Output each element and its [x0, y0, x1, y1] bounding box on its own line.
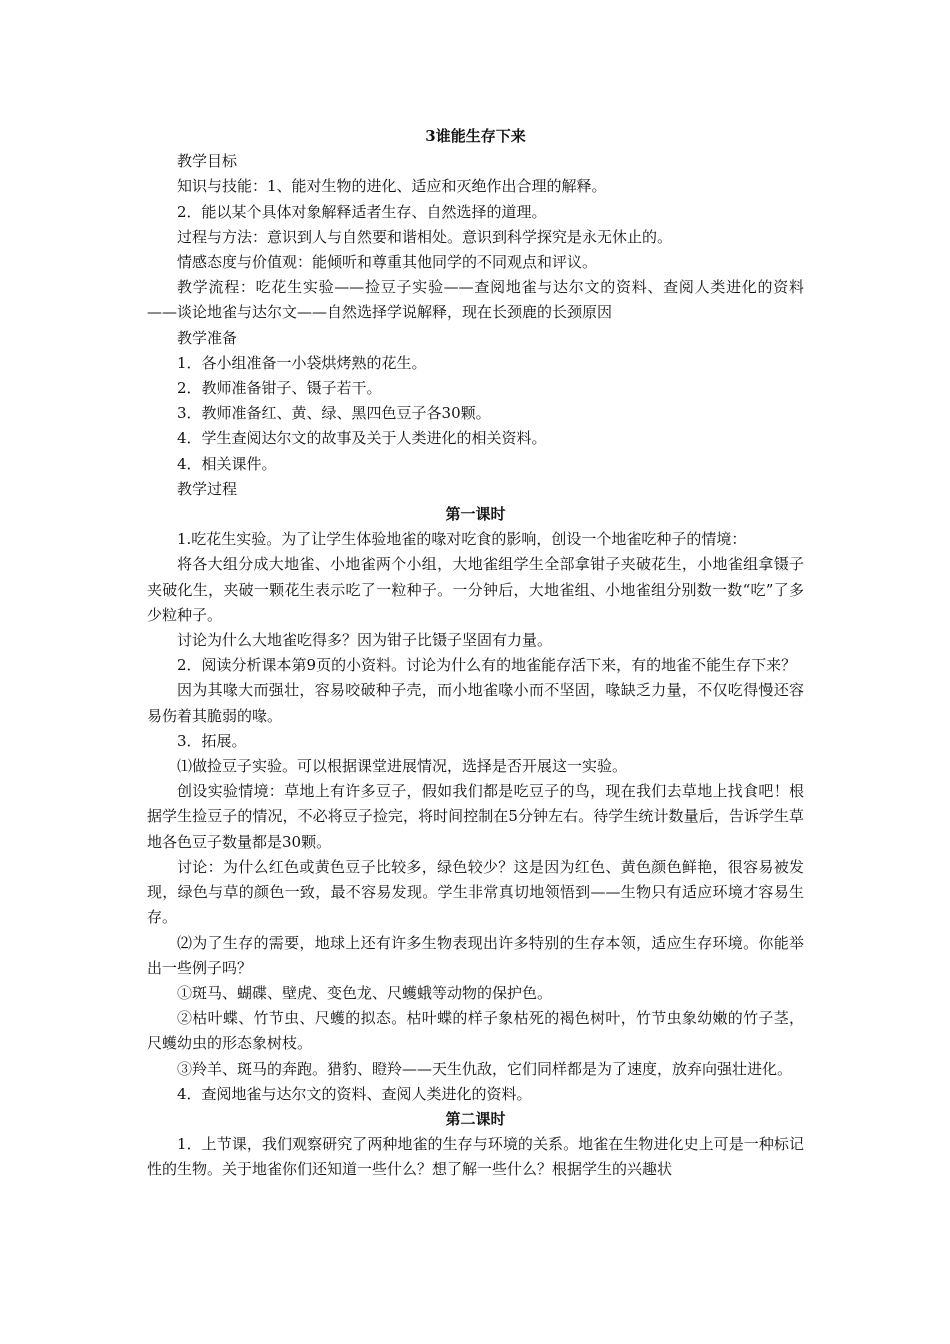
paragraph: 创设实验情境：草地上有许多豆子，假如我们都是吃豆子的鸟，现在我们去草地上找食吧！根据学生捡豆子的情况，不必将豆子捡完，将时间控制在5分钟左右。待学生统计数量后，告诉学生草地各色豆子数量都是30颗。 — [147, 782, 804, 851]
paragraph: 2．能以某个具体对象解释适者生存、自然选择的道理。 — [177, 202, 547, 221]
paragraph: 教学目标 — [177, 152, 238, 171]
section-heading: 第二课时 — [445, 1109, 506, 1128]
paragraph: 1．上节课，我们观察研究了两种地雀的生存与环境的关系。地雀在生物进化史上可是一种标记性的生物。关于地雀你们还知道一些什么？想了解一些什么？根据学生的兴趣状 — [147, 1135, 804, 1179]
paragraph: 1．各小组准备一小袋烘烤熟的花生。 — [177, 353, 427, 372]
paragraph: 3．拓展。 — [177, 731, 247, 750]
paragraph: 教学流程：吃花生实验——捡豆子实验——查阅地雀与达尔文的资料、查阅人类进化的资料——谈论地雀与达尔文——自然选择学说解释，现在长颈鹿的长颈原因 — [147, 278, 804, 322]
paragraph: 讨论为什么大地雀吃得多？因为钳子比镊子坚固有力量。 — [177, 631, 553, 650]
paragraph: 2．教师准备钳子、镊子若干。 — [177, 379, 382, 398]
paragraph: 知识与技能：1、能对生物的进化、适应和灭绝作出合理的解释。 — [177, 177, 607, 196]
paragraph: 过程与方法：意识到人与自然要和谐相处。意识到科学探究是永无休止的。 — [177, 227, 673, 246]
document-title: 3谁能生存下来 — [425, 127, 526, 145]
paragraph: 情感态度与价值观：能倾听和尊重其他同学的不同观点和评议。 — [177, 253, 598, 272]
paragraph: 因为其喙大而强壮，容易咬破种子壳，而小地雀喙小而不坚固，喙缺乏力量，不仅吃得慢还容易伤着其脆弱的喙。 — [147, 681, 804, 725]
paragraph: ②枯叶蝶、竹节虫、尺蠖的拟态。枯叶蝶的样子象枯死的褐色树叶，竹节虫象幼嫩的竹子茎，尺蠖幼虫的形态象树枝。 — [147, 1009, 804, 1053]
paragraph: 2．阅读分析课本第9页的小资料。讨论为什么有的地雀能存活下来，有的地雀不能生存下来？ — [177, 656, 797, 675]
paragraph: 1.吃花生实验。为了让学生体验地雀的喙对吃食的影响，创设一个地雀吃种子的情境： — [177, 530, 747, 549]
paragraph: 4．查阅地雀与达尔文的资料、查阅人类进化的资料。 — [177, 1084, 532, 1103]
paragraph: 将各大组分成大地雀、小地雀两个小组，大地雀组学生全部拿钳子夹破花生，小地雀组拿镊子夹破化生，夹破一颗花生表示吃了一粒种子。一分钟后，大地雀组、小地雀组分别数一数“吃”了多少粒种子。 — [147, 555, 804, 624]
paragraph: 4．学生查阅达尔文的故事及关于人类进化的相关资料。 — [177, 429, 547, 448]
paragraph: ③羚羊、斑马的奔跑。猎豹、瞪羚——天生仇敌，它们同样都是为了速度，放弃向强壮进化。 — [177, 1059, 793, 1078]
paragraph: 4．相关课件。 — [177, 454, 277, 473]
paragraph: ⑴做捡豆子实验。可以根据课堂进展情况，选择是否开展这一实验。 — [177, 757, 628, 776]
paragraph: 3．教师准备红、黄、绿、黑四色豆子各30颗。 — [177, 404, 491, 423]
section-heading: 第一课时 — [445, 505, 506, 524]
paragraph: 教学准备 — [177, 328, 238, 347]
paragraph: 教学过程 — [177, 479, 238, 498]
paragraph: 讨论：为什么红色或黄色豆子比较多，绿色较少？这是因为红色、黄色颜色鲜艳，很容易被发现，绿色与草的颜色一致，最不容易发现。学生非常真切地领悟到——生物只有适应环境才容易生存。 — [147, 857, 804, 927]
paragraph: ①斑马、蝴碟、壁虎、变色龙、尺蠖蛾等动物的保护色。 — [177, 983, 553, 1002]
paragraph: ⑵为了生存的需要，地球上还有许多生物表现出许多特别的生存本领，适应生存环境。你能举出一些例子吗？ — [147, 933, 804, 977]
document-page — [147, 124, 804, 1183]
